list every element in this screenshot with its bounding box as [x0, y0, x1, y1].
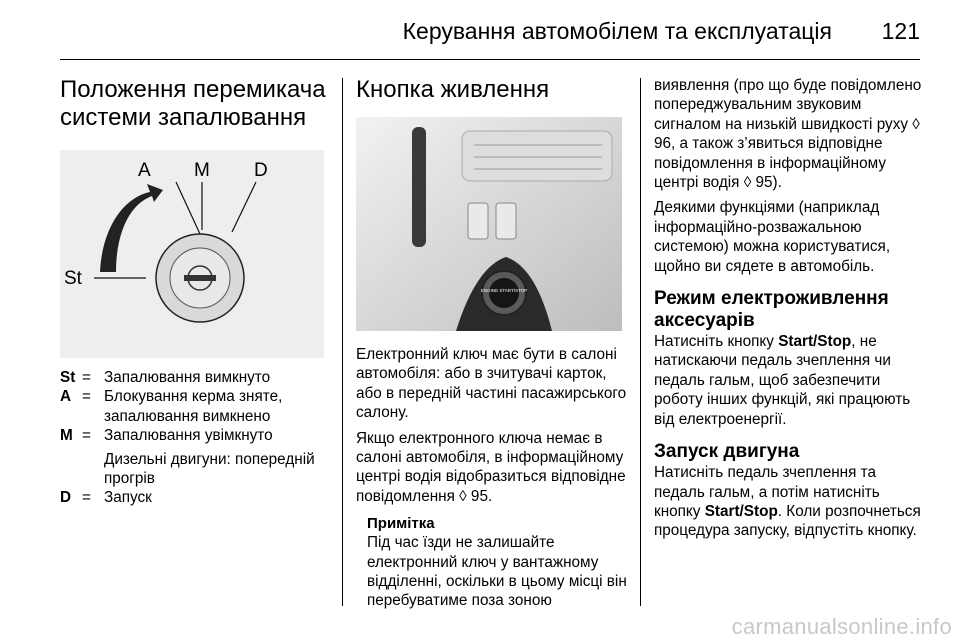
- ignition-switch-figure: [60, 150, 324, 358]
- ignition-switch-diagram: [60, 150, 324, 358]
- label-m: M: [194, 160, 210, 181]
- section-title-accessory-mode: Режим електроживлення аксесуарів: [654, 288, 889, 332]
- column-power-button: [356, 76, 630, 611]
- label-st: St: [64, 268, 82, 289]
- rocker-switch-1: [468, 203, 488, 239]
- column-divider-2: [640, 78, 641, 606]
- note-title: Примітка: [367, 515, 435, 533]
- start-stop-term: Start/Stop: [704, 502, 778, 520]
- column-continued: [654, 76, 924, 541]
- paragraph: Електронний ключ має бути в салоні автомобіля: або в зчитувачі карток, або в передній частині пасажирського салону.: [356, 346, 627, 422]
- label-d: D: [254, 160, 268, 181]
- start-stop-label: ENGINE START/STOP: [480, 288, 528, 293]
- position-d-line: [232, 182, 256, 232]
- legend-row: M = Запалювання увімкнуто: [60, 427, 273, 445]
- page-number: 121: [881, 18, 920, 44]
- paragraph: виявлення (про що буде повідомлено попереджувальним звуковим сигналом на низькій швидкості руху ◊ 96, а також з’явиться відповідне повідомлення в інформаційному центрі водія ◊ 95).: [654, 77, 922, 192]
- section-title-engine-start: Запуск двигуна: [654, 441, 800, 463]
- air-vent: [462, 131, 612, 181]
- legend-row: A = Блокування керма зняте, запалювання вимкнено: [60, 388, 283, 425]
- paragraph: Натисніть кнопку Start/Stop, не натискаючи педаль зчеплення чи педаль гальм, щоб забезпечити роботу інших функцій, які працюють від електроенергії.: [654, 333, 911, 428]
- position-a-line: [176, 182, 200, 234]
- header-title: Керування автомобілем та експлуатація: [402, 18, 832, 44]
- paragraph: Натисніть педаль зчеплення та педаль гальм, а потім натисніть кнопку Start/Stop. Коли розпочнеться процедура запуску, відпустіть кнопку.: [654, 464, 921, 540]
- column-divider-1: [342, 78, 343, 606]
- key-slot-icon: [184, 275, 216, 281]
- dashboard-photo: [356, 117, 622, 331]
- legend-row: D = Запуск: [60, 489, 152, 507]
- power-button-figure: [356, 117, 622, 331]
- header-rule: [60, 59, 920, 60]
- column-ignition: [60, 76, 328, 508]
- legend-extra-note: Дизельні двигуни: попередній прогрів: [104, 450, 315, 488]
- card-reader-slot: [412, 127, 426, 247]
- legend-row: St = Запалювання вимкнуто: [60, 369, 271, 386]
- section-title-ignition: Положення перемикача системи запалювання: [60, 76, 326, 131]
- section-title-power-button: Кнопка живлення: [356, 76, 550, 103]
- ignition-legend: [60, 368, 328, 508]
- paragraph: Якщо електронного ключа немає в салоні автомобіля, в інформаційному центрі водія відобразиться відповідне повідомлення ◊ 95.: [356, 429, 626, 505]
- start-stop-button: [489, 278, 519, 308]
- label-a: A: [138, 160, 151, 181]
- paragraph: Деякими функціями (наприклад інформаційно-розважальною системою) можна користуватися, щойно ви сядете в автомобіль.: [654, 199, 891, 275]
- start-stop-term: Start/Stop: [778, 333, 852, 351]
- note-text: Під час їзди не залишайте електронний ключ у вантажному відділенні, оскільки в цьому місці він перебуватиме поза зоною: [367, 534, 627, 610]
- rocker-switch-2: [496, 203, 516, 239]
- note-block: [356, 514, 630, 611]
- watermark: carmanualsonline.info: [731, 614, 952, 639]
- rotation-arrow-icon: [100, 184, 163, 272]
- page-header: [60, 14, 920, 54]
